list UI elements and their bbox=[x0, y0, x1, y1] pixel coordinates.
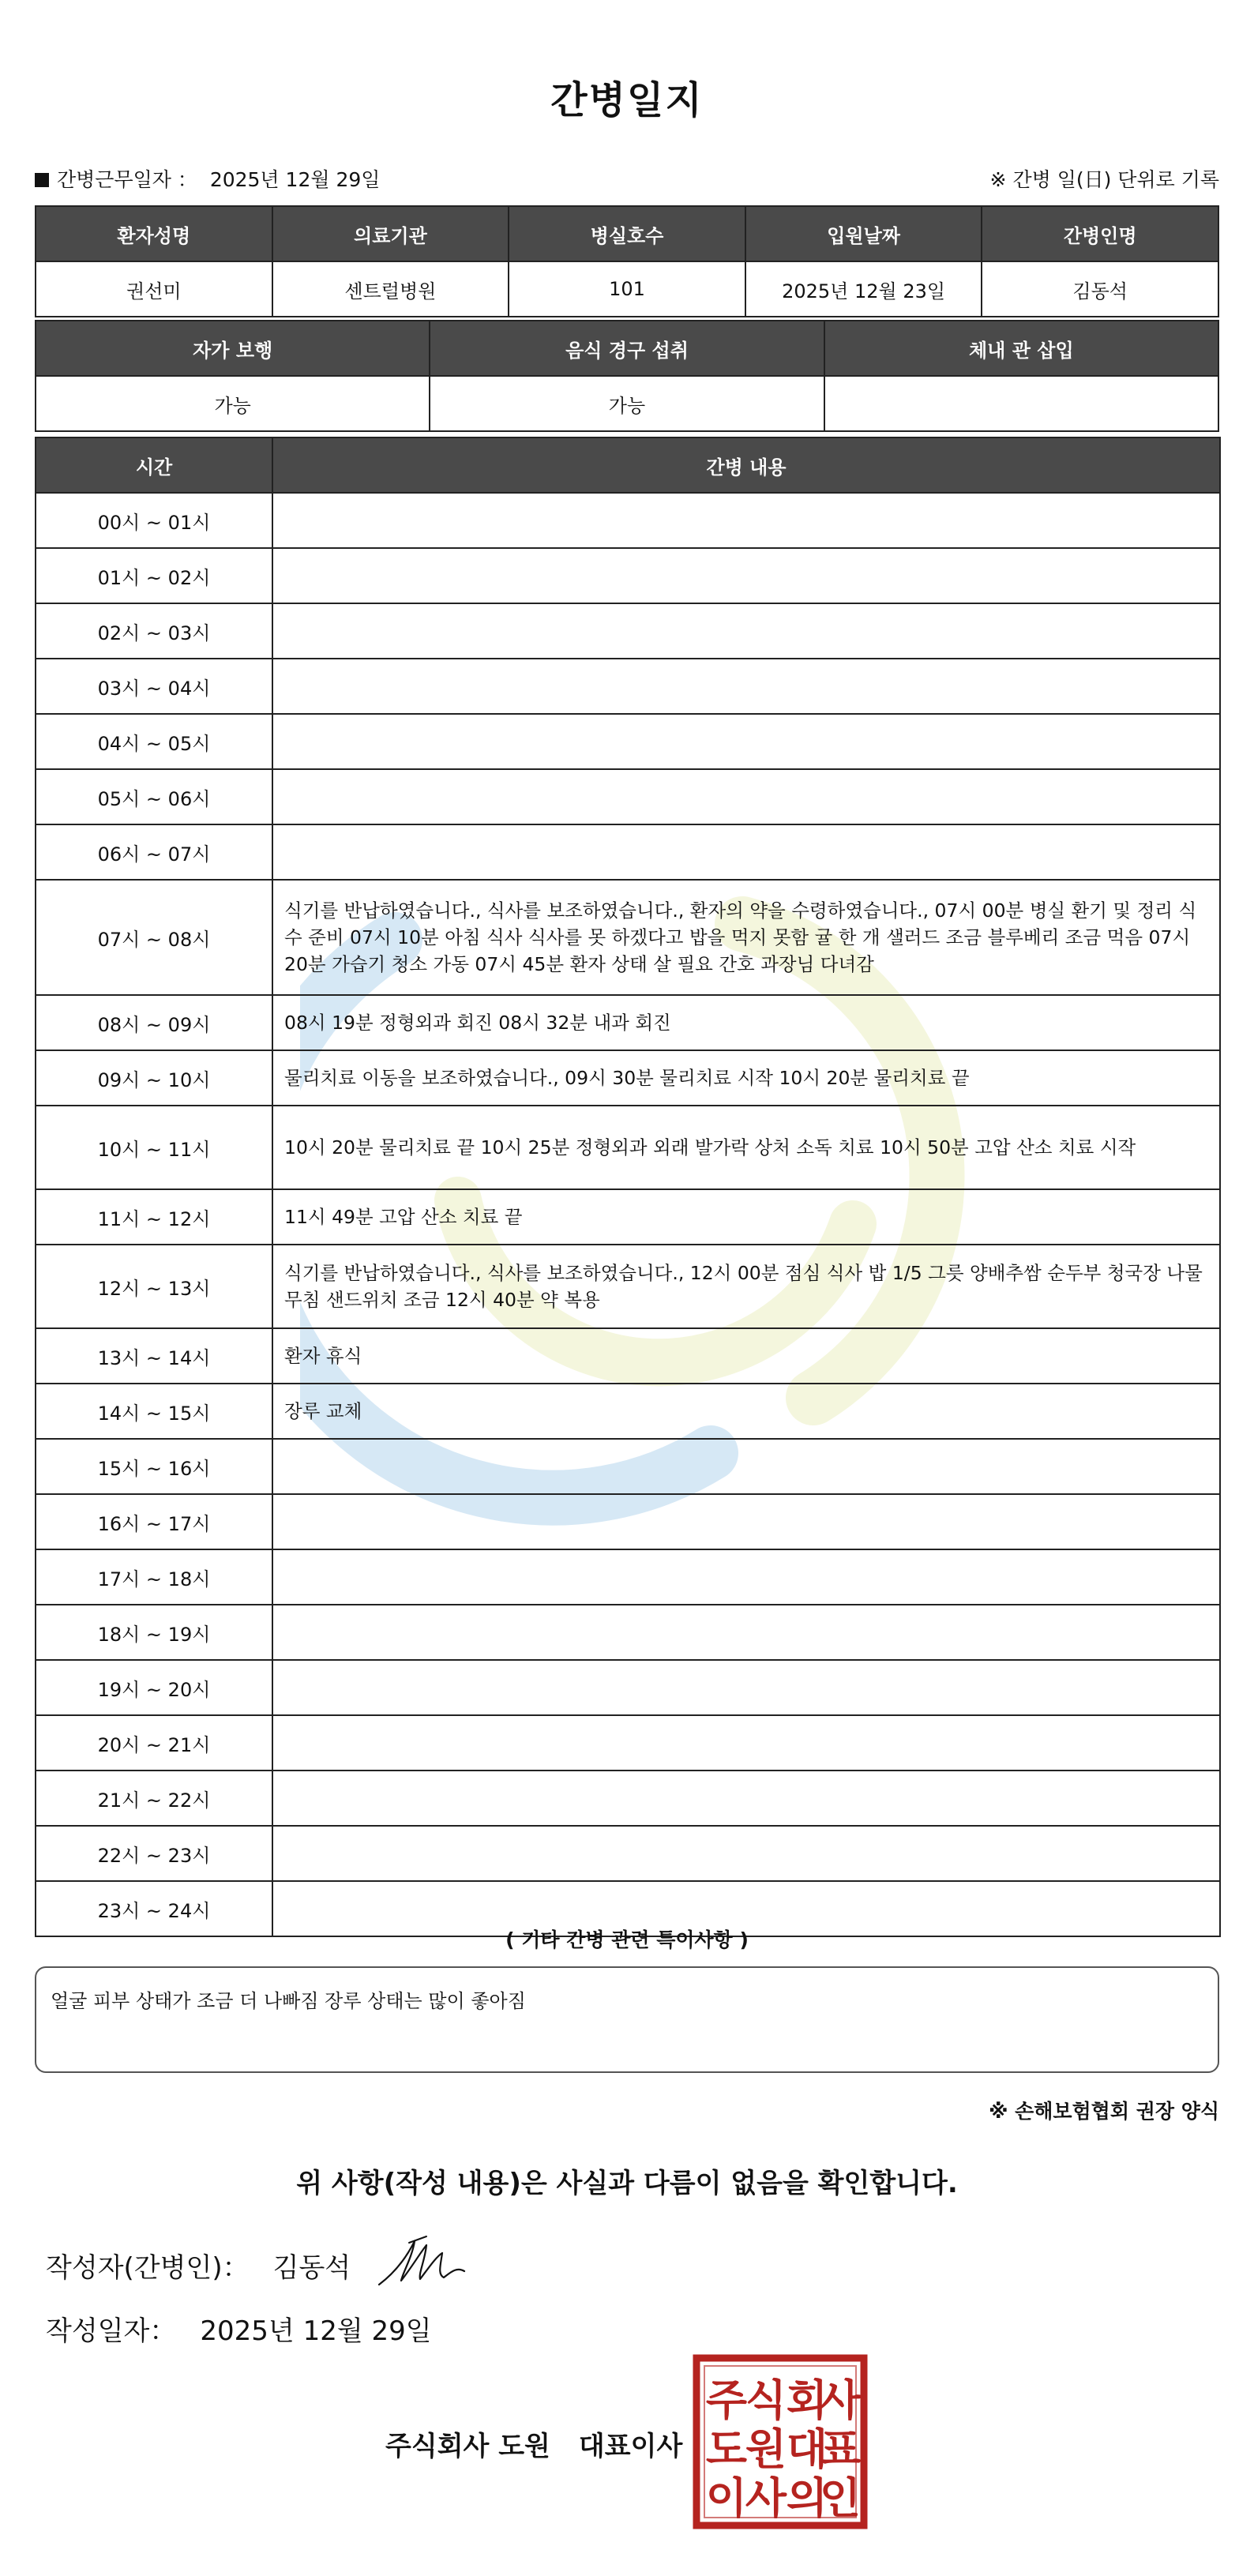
written-date-label: 작성일자： bbox=[46, 2315, 177, 2347]
log-content-cell: 환자 휴식 bbox=[272, 1328, 1220, 1384]
log-content-cell bbox=[272, 548, 1220, 603]
oral-intake-value: 가능 bbox=[430, 376, 824, 431]
header-time: 시간 bbox=[36, 437, 272, 493]
confirmation-statement: 위 사항(작성 내용)은 사실과 다름이 없음을 확인합니다. bbox=[296, 2168, 958, 2199]
work-date-label: 간병근무일자 ： bbox=[57, 168, 197, 191]
document-title: 간병일지 bbox=[550, 78, 704, 122]
writer-line bbox=[46, 2246, 351, 2285]
status-value-row bbox=[36, 376, 1218, 431]
log-content-cell: 10시 20분 물리치료 끝 10시 25분 정형외과 외래 발가락 상처 소독 치료 10시 50분 고압 산소 치료 시작 bbox=[272, 1106, 1220, 1189]
hourly-care-log-table bbox=[35, 437, 1221, 1937]
admission-date: 2025년 12월 23일 bbox=[745, 261, 982, 317]
log-row bbox=[36, 659, 1220, 714]
log-time-cell: 22시 ~ 23시 bbox=[36, 1826, 272, 1881]
handwritten-signature bbox=[371, 2225, 474, 2296]
log-content-cell bbox=[272, 1549, 1220, 1605]
log-time-cell: 13시 ~ 14시 bbox=[36, 1328, 272, 1384]
log-row bbox=[36, 1439, 1220, 1494]
log-content-cell bbox=[272, 493, 1220, 548]
log-content-cell: 11시 49분 고압 산소 치료 끝 bbox=[272, 1189, 1220, 1245]
log-row bbox=[36, 1715, 1220, 1771]
log-content-cell bbox=[272, 1605, 1220, 1660]
log-time-cell: 09시 ~ 10시 bbox=[36, 1050, 272, 1106]
log-content-cell bbox=[272, 769, 1220, 824]
log-content-cell: 장루 교체 bbox=[272, 1384, 1220, 1439]
room-number: 101 bbox=[509, 261, 745, 317]
square-bullet-icon bbox=[35, 173, 49, 187]
patient-info-header-row bbox=[36, 206, 1218, 261]
log-row bbox=[36, 1106, 1220, 1189]
writer-label: 작성자(간병인)： bbox=[46, 2252, 250, 2284]
header-care-content: 간병 내용 bbox=[272, 437, 1220, 493]
svg-text:도: 도 bbox=[705, 2424, 748, 2474]
writer-name: 김동석 bbox=[272, 2252, 351, 2284]
log-time-cell: 02시 ~ 03시 bbox=[36, 603, 272, 659]
log-content-cell bbox=[272, 714, 1220, 769]
log-rows bbox=[36, 493, 1220, 1936]
log-row bbox=[36, 995, 1220, 1050]
log-content-cell bbox=[272, 1660, 1220, 1715]
record-unit-note: ※ 간병 일(日) 단위로 기록 bbox=[989, 168, 1219, 191]
svg-text:원: 원 bbox=[745, 2424, 787, 2474]
log-row bbox=[36, 1605, 1220, 1660]
company-seal-stamp bbox=[692, 2353, 869, 2530]
log-time-cell: 23시 ~ 24시 bbox=[36, 1881, 272, 1936]
log-time-cell: 10시 ~ 11시 bbox=[36, 1106, 272, 1189]
log-row bbox=[36, 1189, 1220, 1245]
patient-status-table bbox=[35, 320, 1219, 432]
header-caregiver-name: 간병인명 bbox=[982, 206, 1218, 261]
svg-text:주: 주 bbox=[705, 2375, 748, 2425]
status-header-row bbox=[36, 321, 1218, 376]
log-time-cell: 08시 ~ 09시 bbox=[36, 995, 272, 1050]
log-time-cell: 14시 ~ 15시 bbox=[36, 1384, 272, 1439]
log-time-cell: 15시 ~ 16시 bbox=[36, 1439, 272, 1494]
svg-text:인: 인 bbox=[819, 2473, 862, 2523]
log-row bbox=[36, 769, 1220, 824]
log-row bbox=[36, 1384, 1220, 1439]
svg-text:표: 표 bbox=[819, 2424, 862, 2474]
log-row bbox=[36, 493, 1220, 548]
log-time-cell: 17시 ~ 18시 bbox=[36, 1549, 272, 1605]
log-time-cell: 21시 ~ 22시 bbox=[36, 1771, 272, 1826]
log-time-cell: 05시 ~ 06시 bbox=[36, 769, 272, 824]
log-content-cell bbox=[272, 1439, 1220, 1494]
log-time-cell: 18시 ~ 19시 bbox=[36, 1605, 272, 1660]
log-content-cell: 식기를 반납하였습니다., 식사를 보조하였습니다., 12시 00분 점심 식사 밥 1/5 그릇 양배추쌈 순두부 청국장 나물 무침 샌드위치 조금 12시 40분 약 복용 bbox=[272, 1245, 1220, 1328]
log-time-cell: 19시 ~ 20시 bbox=[36, 1660, 272, 1715]
log-time-cell: 07시 ~ 08시 bbox=[36, 880, 272, 995]
log-row bbox=[36, 548, 1220, 603]
log-header-row bbox=[36, 437, 1220, 493]
log-time-cell: 20시 ~ 21시 bbox=[36, 1715, 272, 1771]
log-content-cell: 물리치료 이동을 보조하였습니다., 09시 30분 물리치료 시작 10시 20분 물리치료 끝 bbox=[272, 1050, 1220, 1106]
log-content-cell bbox=[272, 1771, 1220, 1826]
patient-info-value-row bbox=[36, 261, 1218, 317]
log-time-cell: 00시 ~ 01시 bbox=[36, 493, 272, 548]
header-patient-name: 환자성명 bbox=[36, 206, 272, 261]
special-notes-box: 얼굴 피부 상태가 조금 더 나빠짐 장루 상태는 많이 좋아짐 bbox=[35, 1966, 1219, 2073]
written-date-line bbox=[46, 2309, 432, 2348]
log-time-cell: 16시 ~ 17시 bbox=[36, 1494, 272, 1549]
tube-insertion-value bbox=[824, 376, 1218, 431]
header-self-walking: 자가 보행 bbox=[36, 321, 430, 376]
log-row bbox=[36, 1771, 1220, 1826]
log-content-cell bbox=[272, 1494, 1220, 1549]
special-notes-title: ( 기타 간병 관련 특이사항 ) bbox=[505, 1928, 749, 1951]
log-content-cell bbox=[272, 1715, 1220, 1771]
svg-text:대: 대 bbox=[786, 2424, 828, 2474]
log-time-cell: 03시 ~ 04시 bbox=[36, 659, 272, 714]
company-name: 주식회사 도원 bbox=[385, 2431, 550, 2462]
log-time-cell: 06시 ~ 07시 bbox=[36, 824, 272, 880]
work-date-line bbox=[35, 164, 380, 193]
form-source-note: ※ 손해보험협회 권장 양식 bbox=[989, 2100, 1219, 2123]
self-walking-value: 가능 bbox=[36, 376, 430, 431]
svg-text:의: 의 bbox=[786, 2473, 828, 2523]
log-content-cell: 식기를 반납하였습니다., 식사를 보조하였습니다., 환자의 약을 수령하였습니다., 07시 00분 병실 환기 및 정리 식수 준비 07시 10분 아침 식사 식사를 못 하겠다고 밥을 먹지 못함 귤 한 개 샐러드 조금 블루베리 조금 먹음 07시 20분 가습기 청소 가동 07시 45분 환자 상태 살 필요 간호 과장님 다녀감 bbox=[272, 880, 1220, 995]
header-room-number: 병실호수 bbox=[509, 206, 745, 261]
log-row bbox=[36, 714, 1220, 769]
log-content-cell bbox=[272, 603, 1220, 659]
header-admission-date: 입원날짜 bbox=[745, 206, 982, 261]
log-time-cell: 11시 ~ 12시 bbox=[36, 1189, 272, 1245]
svg-text:사: 사 bbox=[745, 2473, 787, 2523]
log-time-cell: 12시 ~ 13시 bbox=[36, 1245, 272, 1328]
work-date-value: 2025년 12월 29일 bbox=[209, 168, 381, 191]
svg-text:식: 식 bbox=[745, 2375, 787, 2425]
log-content-cell bbox=[272, 824, 1220, 880]
caregiver-name: 김동석 bbox=[982, 261, 1218, 317]
svg-text:사: 사 bbox=[819, 2375, 862, 2425]
log-row bbox=[36, 1660, 1220, 1715]
log-row bbox=[36, 824, 1220, 880]
header-hospital: 의료기관 bbox=[272, 206, 509, 261]
log-row bbox=[36, 880, 1220, 995]
header-tube-insertion: 체내 관 삽입 bbox=[824, 321, 1218, 376]
company-signature-line bbox=[385, 2424, 682, 2463]
hospital-name: 센트럴병원 bbox=[272, 261, 509, 317]
log-row bbox=[36, 1494, 1220, 1549]
header-oral-intake: 음식 경구 섭취 bbox=[430, 321, 824, 376]
written-date-value: 2025년 12월 29일 bbox=[200, 2315, 432, 2347]
log-time-cell: 04시 ~ 05시 bbox=[36, 714, 272, 769]
company-representative-title: 대표이사 bbox=[578, 2431, 683, 2462]
log-content-cell bbox=[272, 659, 1220, 714]
log-time-cell: 01시 ~ 02시 bbox=[36, 548, 272, 603]
log-row bbox=[36, 1328, 1220, 1384]
log-row bbox=[36, 1549, 1220, 1605]
log-row bbox=[36, 1245, 1220, 1328]
log-row bbox=[36, 603, 1220, 659]
svg-text:회: 회 bbox=[786, 2375, 828, 2425]
svg-text:이: 이 bbox=[705, 2473, 748, 2523]
patient-name: 권선미 bbox=[36, 261, 272, 317]
log-row bbox=[36, 1826, 1220, 1881]
log-content-cell bbox=[272, 1826, 1220, 1881]
log-row bbox=[36, 1050, 1220, 1106]
log-content-cell: 08시 19분 정형외과 회진 08시 32분 내과 회진 bbox=[272, 995, 1220, 1050]
patient-info-table bbox=[35, 205, 1219, 317]
